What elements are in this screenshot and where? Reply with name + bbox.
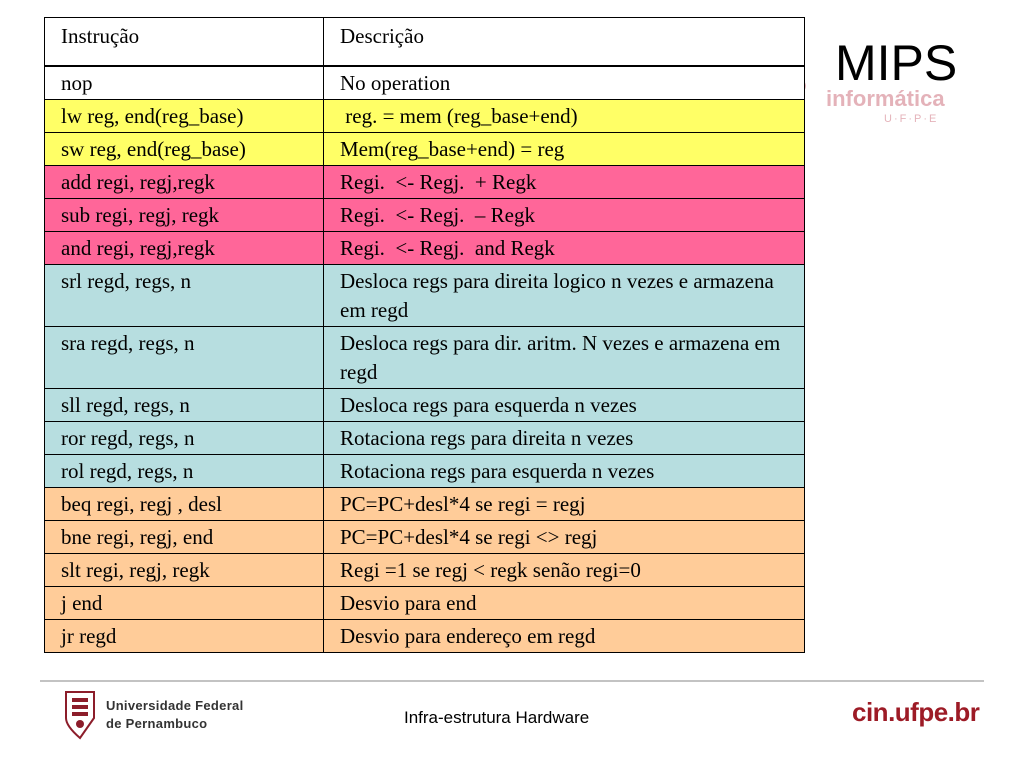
table-row (45, 554, 805, 587)
description-cell: PC=PC+desl*4 se regi = regj (324, 488, 805, 521)
instruction-cell: sub regi, regj, regk (45, 199, 324, 232)
table-row (45, 66, 805, 100)
description-cell: Desloca regs para esquerda n vezes (324, 389, 805, 422)
table-row (45, 488, 805, 521)
table-row (45, 133, 805, 166)
description-cell: Desvio para end (324, 587, 805, 620)
university-name (106, 697, 244, 733)
instruction-cell: rol regd, regs, n (45, 455, 324, 488)
instruction-cell: add regi, regj,regk (45, 166, 324, 199)
instruction-cell: sra regd, regs, n (45, 327, 324, 389)
svg-text:U·F·P·E: U·F·P·E (884, 113, 939, 125)
svg-text:informática: informática (826, 86, 945, 111)
instruction-cell: ror regd, regs, n (45, 422, 324, 455)
table-row (45, 265, 805, 327)
university-line-1: Universidade Federal (106, 698, 244, 713)
table-row (45, 521, 805, 554)
footer-divider (40, 680, 984, 682)
instruction-table (44, 17, 805, 653)
cin-logo: cin.ufpe.br (852, 697, 980, 727)
instruction-cell: jr regd (45, 620, 324, 653)
table-row (45, 199, 805, 232)
slide-title: MIPS (835, 35, 958, 91)
description-cell: Desloca regs para direita logico n vezes e armazena em regd (324, 265, 805, 327)
description-cell: Regi =1 se regj < regk senão regi=0 (324, 554, 805, 587)
table-row (45, 455, 805, 488)
instruction-cell: j end (45, 587, 324, 620)
column-header-instruction: Instrução (45, 18, 324, 67)
description-cell: Rotaciona regs para direita n vezes (324, 422, 805, 455)
table-row (45, 166, 805, 199)
table-row (45, 620, 805, 653)
university-line-2: de Pernambuco (106, 716, 208, 731)
description-cell: Regi. <- Regj. – Regk (324, 199, 805, 232)
description-cell: Mem(reg_base+end) = reg (324, 133, 805, 166)
description-cell: Desvio para endereço em regd (324, 620, 805, 653)
table-row (45, 232, 805, 265)
instruction-cell: lw reg, end(reg_base) (45, 100, 324, 133)
instruction-cell: beq regi, regj , desl (45, 488, 324, 521)
footer-text: Infra-estrutura Hardware (404, 708, 590, 727)
instruction-cell: and regi, regj,regk (45, 232, 324, 265)
description-cell: Desloca regs para dir. aritm. N vezes e armazena em regd (324, 327, 805, 389)
table-row (45, 587, 805, 620)
description-cell: Rotaciona regs para esquerda n vezes (324, 455, 805, 488)
description-cell: reg. = mem (reg_base+end) (324, 100, 805, 133)
table-row (45, 327, 805, 389)
table-header-row (45, 18, 805, 67)
instruction-cell: slt regi, regj, regk (45, 554, 324, 587)
column-header-description: Descrição (324, 18, 805, 67)
description-cell: Regi. <- Regj. and Regk (324, 232, 805, 265)
ufpe-crest-icon (62, 688, 98, 740)
instruction-cell: sll regd, regs, n (45, 389, 324, 422)
instruction-cell: nop (45, 66, 324, 100)
description-cell: No operation (324, 66, 805, 100)
instruction-cell: sw reg, end(reg_base) (45, 133, 324, 166)
instruction-cell: bne regi, regj, end (45, 521, 324, 554)
table-row (45, 100, 805, 133)
description-cell: PC=PC+desl*4 se regi <> regj (324, 521, 805, 554)
description-cell: Regi. <- Regj. + Regk (324, 166, 805, 199)
instruction-cell: srl regd, regs, n (45, 265, 324, 327)
table-row (45, 422, 805, 455)
table-row (45, 389, 805, 422)
